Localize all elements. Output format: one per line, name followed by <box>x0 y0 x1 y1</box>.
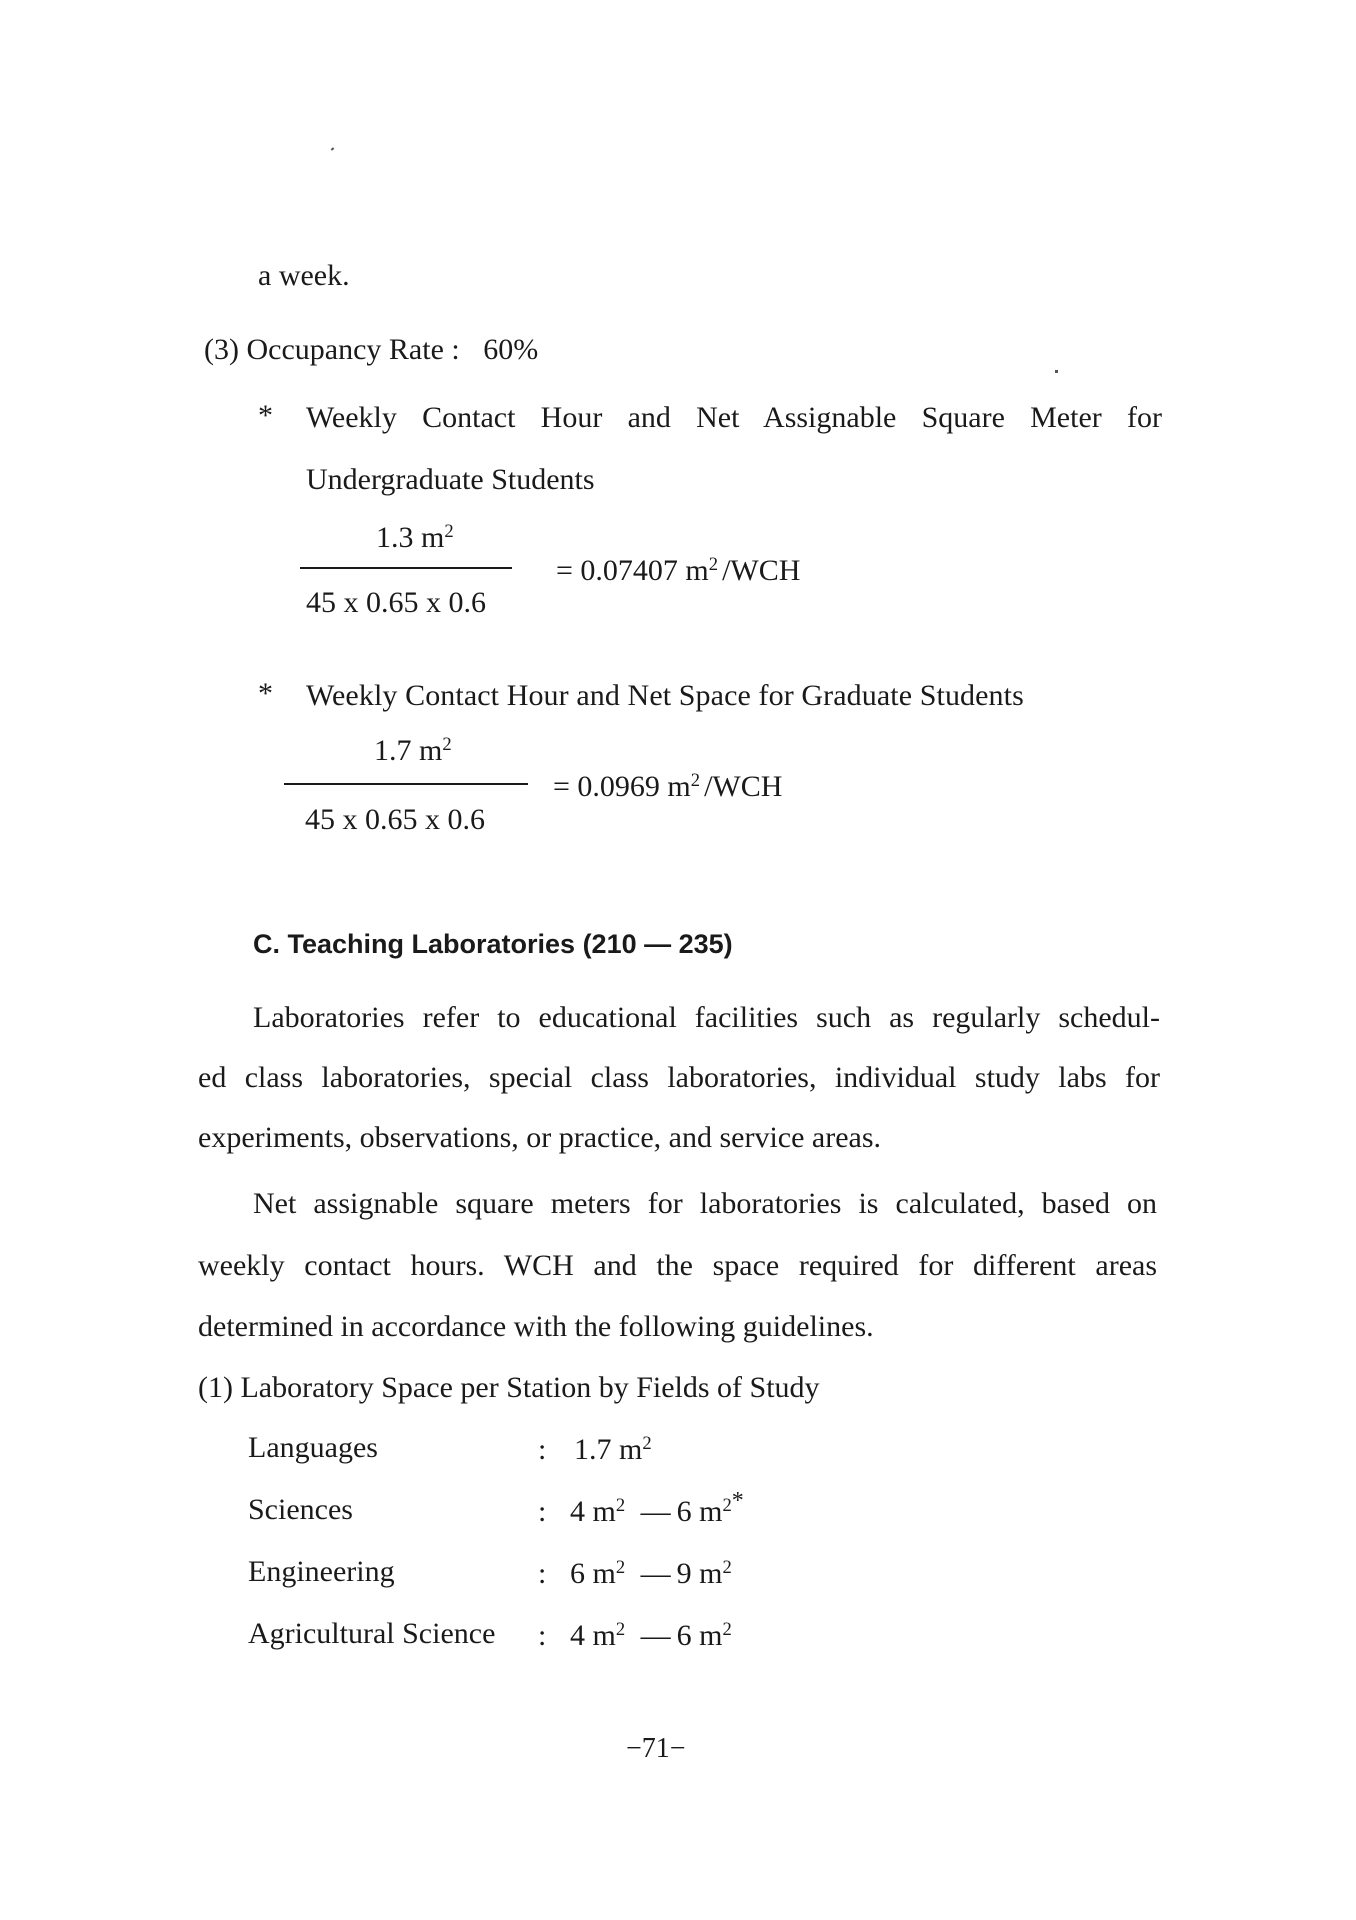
superscript-two: 2 <box>442 733 452 755</box>
occupancy-rate-line <box>204 332 538 368</box>
graduate-numerator: 1.7 $m^2$ <box>374 733 452 767</box>
field-value: 6 $m^2$ — 9 $m^2$ <box>570 1556 732 1590</box>
field-name: Sciences <box>248 1493 353 1526</box>
superscript-two: 2 <box>722 1556 732 1578</box>
superscript-two: 2 <box>642 1432 652 1454</box>
undergrad-denominator: 45 x 0.65 x 0.6 <box>306 586 486 619</box>
field-value: 1.7 $m^2$ <box>574 1432 652 1466</box>
undergrad-heading-line2: Undergraduate Students <box>306 463 595 496</box>
field-colon: : <box>538 1495 547 1528</box>
field-value: 4 $m^2$ — 6 $m^2$ <box>570 1618 732 1652</box>
superscript-two: 2 <box>722 1618 732 1640</box>
fraction-bar <box>300 567 512 569</box>
paragraph-line: Net assignable square meters for laboratories is calculated, based on <box>253 1187 1157 1220</box>
superscript-two: 2 <box>708 553 719 575</box>
section-heading: C. Teaching Laboratories (210 — 235) <box>253 929 733 959</box>
field-colon: : <box>538 1619 547 1652</box>
graduate-result: = 0.0969 $m^2$ /WCH <box>553 769 783 803</box>
paragraph-line: experiments, observations, or practice, and service areas. <box>198 1121 882 1154</box>
fraction-bar <box>284 783 528 785</box>
field-colon: : <box>538 1557 547 1590</box>
undergrad-heading-line1: Weekly Contact Hour and Net Assignable Square Meter for <box>306 401 1162 434</box>
superscript-two: 2 <box>690 769 701 791</box>
undergrad-result: = 0.07407 $m^2$ /WCH <box>556 553 801 587</box>
field-value: 4 $m^2$ — 6 $m^{2*}$ <box>570 1487 744 1528</box>
field-colon: : <box>538 1433 547 1466</box>
graduate-denominator: 45 x 0.65 x 0.6 <box>305 803 485 836</box>
paragraph-line: ed class laboratories, special class laboratories, individual study labs for <box>198 1061 1160 1094</box>
bullet-asterisk: * <box>258 677 273 710</box>
field-name: Engineering <box>248 1555 395 1588</box>
paragraph-line: determined in accordance with the following guidelines. <box>198 1310 874 1343</box>
superscript-two: 2 <box>615 1618 626 1640</box>
paragraph-line: Laboratories refer to educational facilities such as regularly schedul- <box>253 1001 1160 1034</box>
print-speck <box>331 147 335 150</box>
page-number: −71− <box>626 1733 686 1764</box>
graduate-heading: Weekly Contact Hour and Net Space for Graduate Students <box>306 679 1024 712</box>
superscript-two: 2 <box>615 1556 626 1578</box>
field-name: Agricultural Science <box>248 1617 496 1650</box>
paragraph-line: weekly contact hours. WCH and the space required for different areas <box>198 1249 1157 1282</box>
continuation-line: a week. <box>258 259 350 292</box>
superscript-two: 2 <box>722 1494 732 1516</box>
footnote-asterisk: * <box>731 1487 744 1514</box>
subsection-heading: (1) Laboratory Space per Station by Fields of Study <box>198 1371 820 1404</box>
field-name: Languages <box>248 1431 378 1464</box>
superscript-two: 2 <box>615 1494 626 1516</box>
occupancy-rate-label: (3) Occupancy Rate : <box>204 333 460 366</box>
undergrad-numerator: 1.3 $m^2$ <box>376 520 454 554</box>
print-speck <box>1055 370 1058 373</box>
bullet-asterisk: * <box>258 399 273 432</box>
superscript-two: 2 <box>444 520 454 542</box>
occupancy-rate-value: 60% <box>483 333 539 366</box>
